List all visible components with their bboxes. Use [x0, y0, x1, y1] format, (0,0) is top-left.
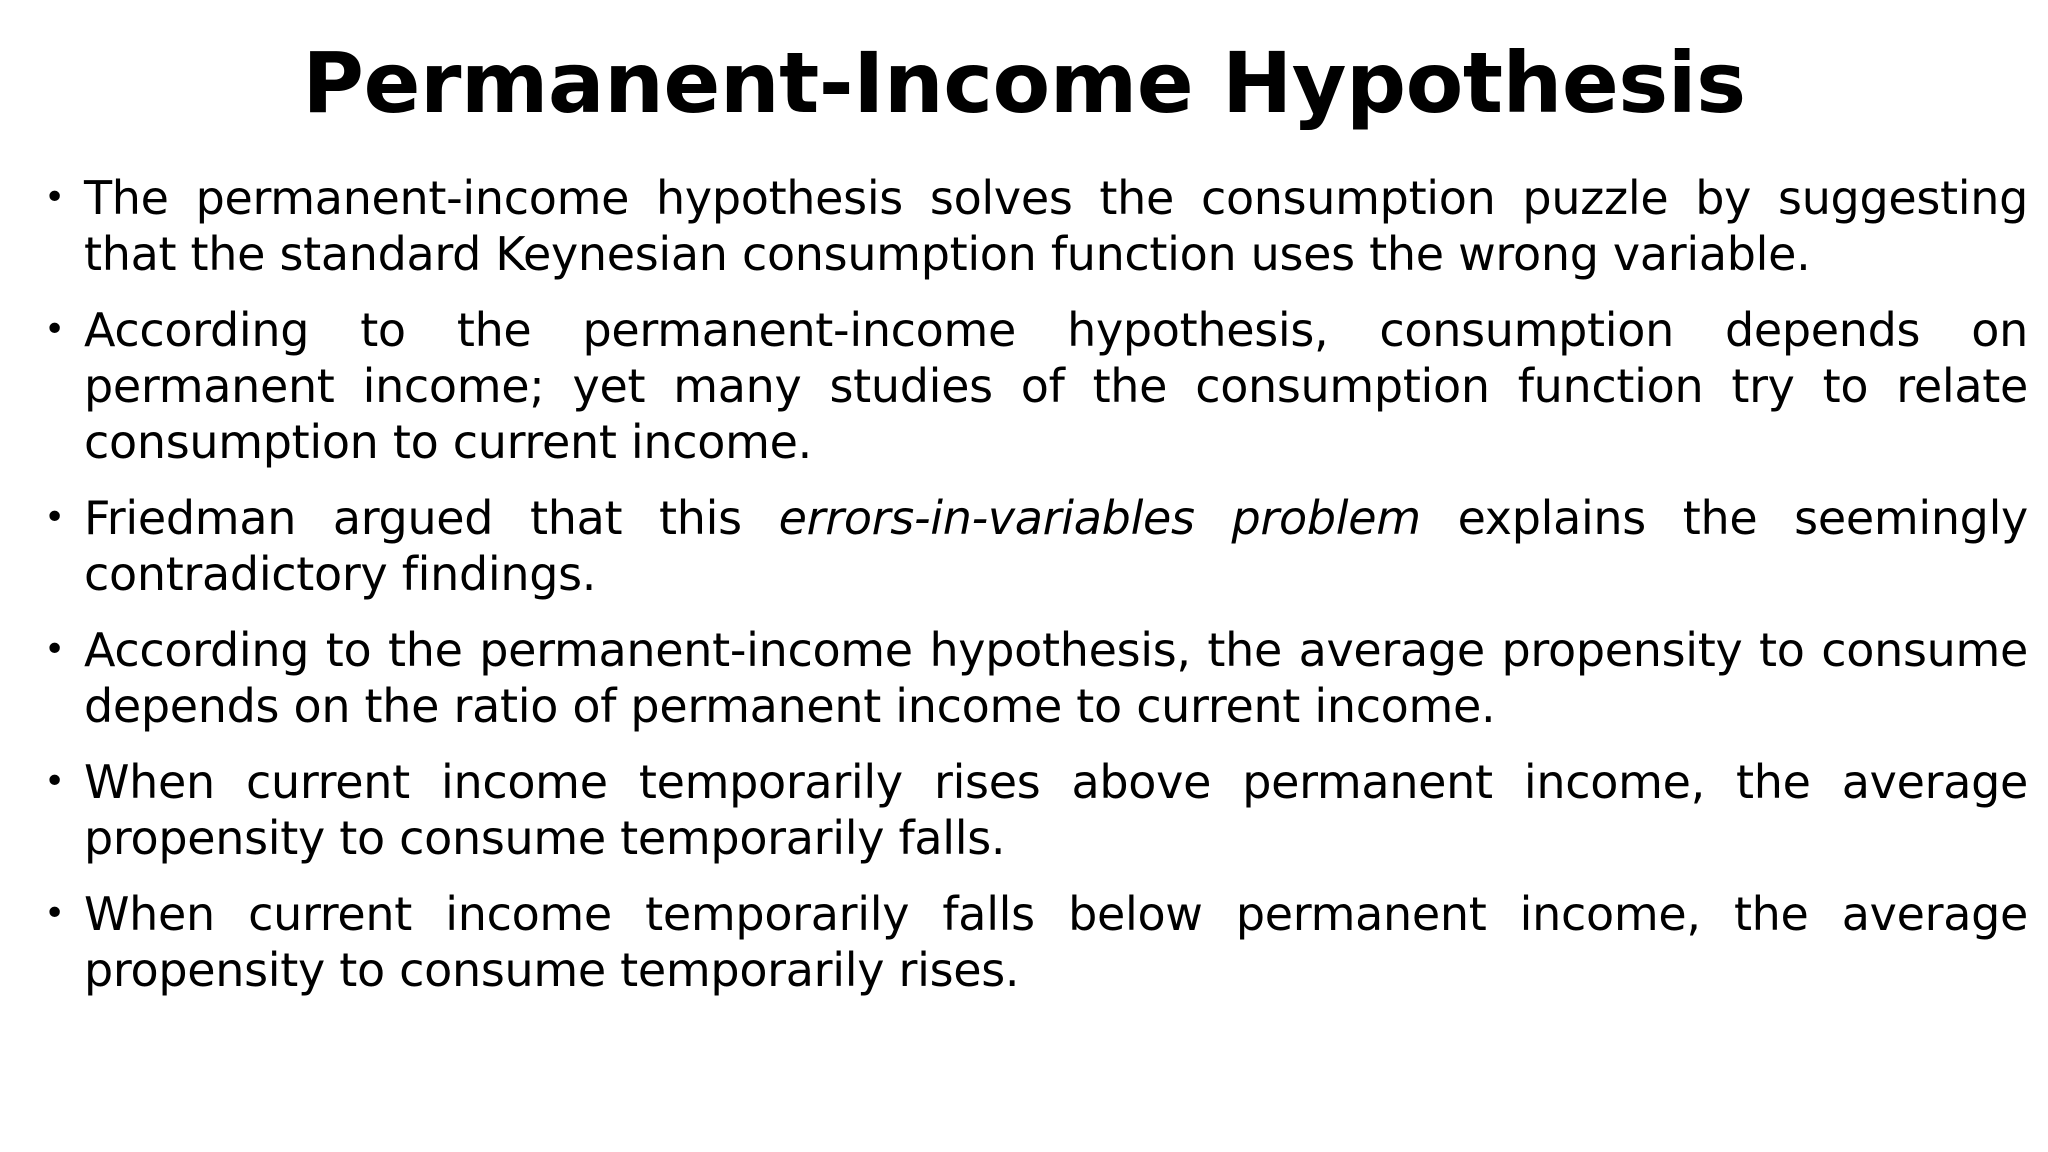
- bullet-icon: •: [44, 497, 65, 538]
- bullet-item-1: [38, 170, 2028, 282]
- bullet-text: According to the permanent-income hypothesis, consumption depends on permanent income; yet many studies of the consumption function try to relate consumption to current income.: [84, 303, 2028, 469]
- bullet-item-4: [38, 622, 2028, 734]
- bullet-icon: •: [44, 629, 65, 670]
- bullet-text: When current income temporarily falls below permanent income, the average propensity to consume temporarily rises.: [84, 887, 2028, 997]
- bullet-text-emphasis: errors-in-variables problem: [778, 491, 1421, 545]
- bullet-text: The permanent-income hypothesis solves the consumption puzzle by suggesting that the standard Keynesian consumption function uses the wrong variable.: [84, 171, 2028, 281]
- bullet-item-3: [38, 490, 2028, 602]
- bullet-text: According to the permanent-income hypothesis, the average propensity to consume depends on the ratio of permanent income to current income.: [84, 623, 2028, 733]
- bullet-icon: •: [44, 309, 65, 350]
- bullet-icon: •: [44, 761, 65, 802]
- bullet-item-5: [38, 754, 2028, 866]
- bullet-list: [38, 170, 2028, 1018]
- bullet-text-before: Friedman argued that this: [84, 491, 779, 545]
- bullet-icon: •: [44, 177, 65, 218]
- bullet-icon: •: [44, 893, 65, 934]
- bullet-text-after: explains the seemingly contradictory findings.: [84, 491, 2028, 601]
- bullet-text: When current income temporarily rises above permanent income, the average propensity to consume temporarily falls.: [84, 755, 2028, 865]
- slide-title: Permanent-Income Hypothesis: [302, 34, 1746, 132]
- bullet-item-6: [38, 886, 2028, 998]
- bullet-item-2: [38, 302, 2028, 470]
